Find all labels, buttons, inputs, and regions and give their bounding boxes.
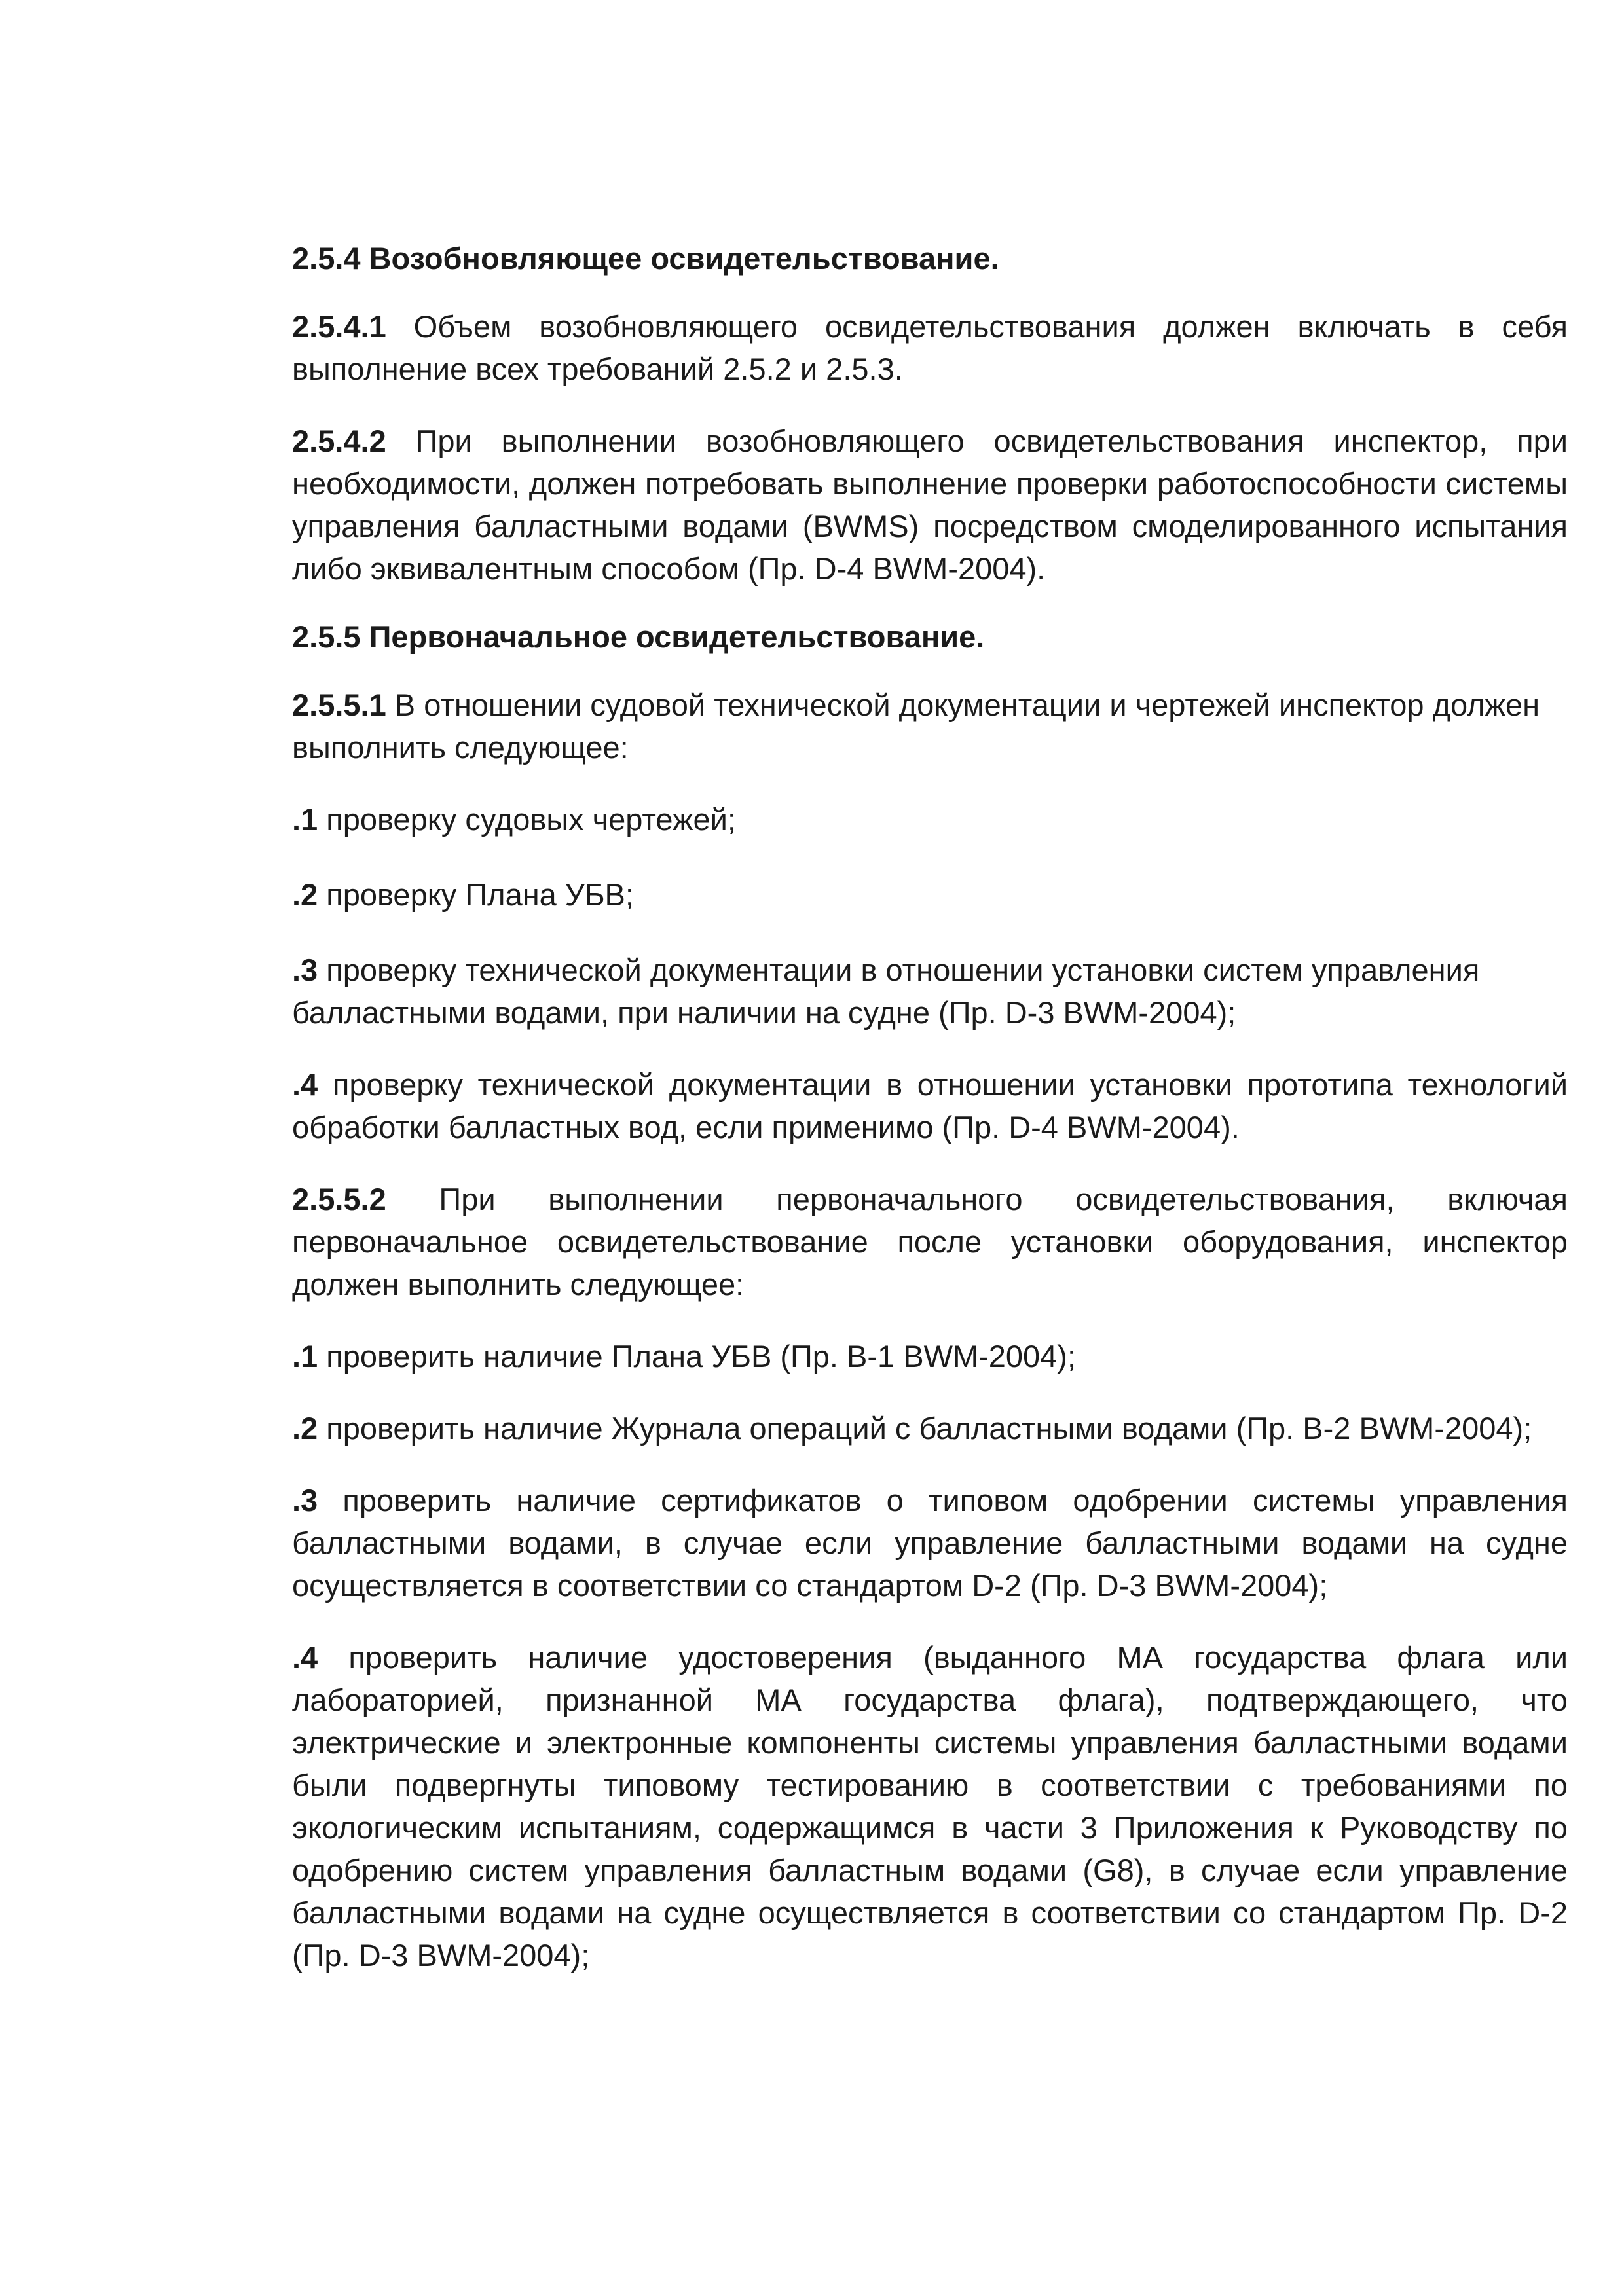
section-heading-2-5-5: 2.5.5 Первоначальное освидетельствование.: [292, 619, 985, 654]
list-item: [292, 949, 1568, 1034]
paragraph-text: При выполнении первоначального освидетельствования, включая первоначальное освидетельствование после установки оборудования, инспектор должен выполнить следующее:: [292, 1182, 1568, 1302]
list-item-number: .4: [292, 1067, 318, 1102]
list-item: [292, 1636, 1568, 1977]
section-heading-2-5-4: 2.5.4 Возобновляющее освидетельствование.: [292, 241, 999, 276]
paragraph-2-5-4-1: [292, 305, 1568, 390]
list-item-text: проверить наличие Плана УБВ (Пр. В-1 BWM-2004);: [318, 1339, 1077, 1374]
document-page: [292, 237, 1568, 1977]
list-item-number: .1: [292, 1339, 318, 1374]
list-item: [292, 1063, 1568, 1148]
paragraph-text: В отношении судовой технической документации и чертежей инспектор должен выполнить следующее:: [292, 687, 1540, 765]
list-item: [292, 1335, 1568, 1377]
list-item: [292, 1407, 1568, 1449]
list-item-text: проверить наличие удостоверения (выданного МА государства флага или лабораторией, признанной МА государства флага), подтверждающего, что электрические и электронные компоненты системы управления балластными водами были подвергнуты типовому тестированию в соответствии с требованиями по экологическим испытаниям, содержащимся в части 3 Приложения к Руководству по одобрению систем управления балластным водами (G8), в случае если управление балластными водами на судне осуществляется в соответствии со стандартом Пр. D-2 (Пр. D-3 BWM-2004);: [292, 1640, 1568, 1973]
list-item-text: проверить наличие Журнала операций с балластными водами (Пр. В-2 BWM-2004);: [318, 1411, 1532, 1446]
list-item-number: .1: [292, 802, 318, 837]
list-item-number: .4: [292, 1640, 318, 1675]
paragraph-number: 2.5.5.1: [292, 687, 386, 722]
paragraph-2-5-5-1: [292, 683, 1568, 769]
paragraph-number: 2.5.5.2: [292, 1182, 386, 1216]
list-item-text: проверить наличие сертификатов о типовом одобрении системы управления балластными водами, в случае если управление балластными водами на судне осуществляется в соответствии со стандартом D-2 (Пр. D-3 BWM-2004);: [292, 1483, 1568, 1603]
list-item-text: проверку Плана УБВ;: [318, 877, 634, 912]
list-item-number: .2: [292, 877, 318, 912]
paragraph-2-5-4-2: [292, 420, 1568, 590]
paragraph-text: При выполнении возобновляющего освидетельствования инспектор, при необходимости, должен потребовать выполнение проверки работоспособности системы управления балластными водами (BWMS) посредством смоделированного испытания либо эквивалентным способом (Пр. D-4 BWM-2004).: [292, 424, 1568, 586]
list-item-number: .2: [292, 1411, 318, 1446]
paragraph-number: 2.5.4.1: [292, 309, 386, 344]
list-item-text: проверку технической документации в отношении установки прототипа технологий обработки балластных вод, если применимо (Пр. D-4 BWM-2004).: [292, 1067, 1568, 1144]
list-item: [292, 798, 1568, 841]
list-item: [292, 1479, 1568, 1607]
list-item: [292, 873, 1568, 916]
paragraph-number: 2.5.4.2: [292, 424, 386, 458]
list-item-number: .3: [292, 1483, 318, 1518]
list-item-text: проверку судовых чертежей;: [318, 802, 736, 837]
paragraph-text: Объем возобновляющего освидетельствования должен включать в себя выполнение всех требований 2.5.2 и 2.5.3.: [292, 309, 1568, 386]
list-item-number: .3: [292, 953, 318, 987]
paragraph-2-5-5-2: [292, 1178, 1568, 1305]
list-item-text: проверку технической документации в отношении установки систем управления балластными водами, при наличии на судне (Пр. D-3 BWM-2004);: [292, 953, 1480, 1030]
